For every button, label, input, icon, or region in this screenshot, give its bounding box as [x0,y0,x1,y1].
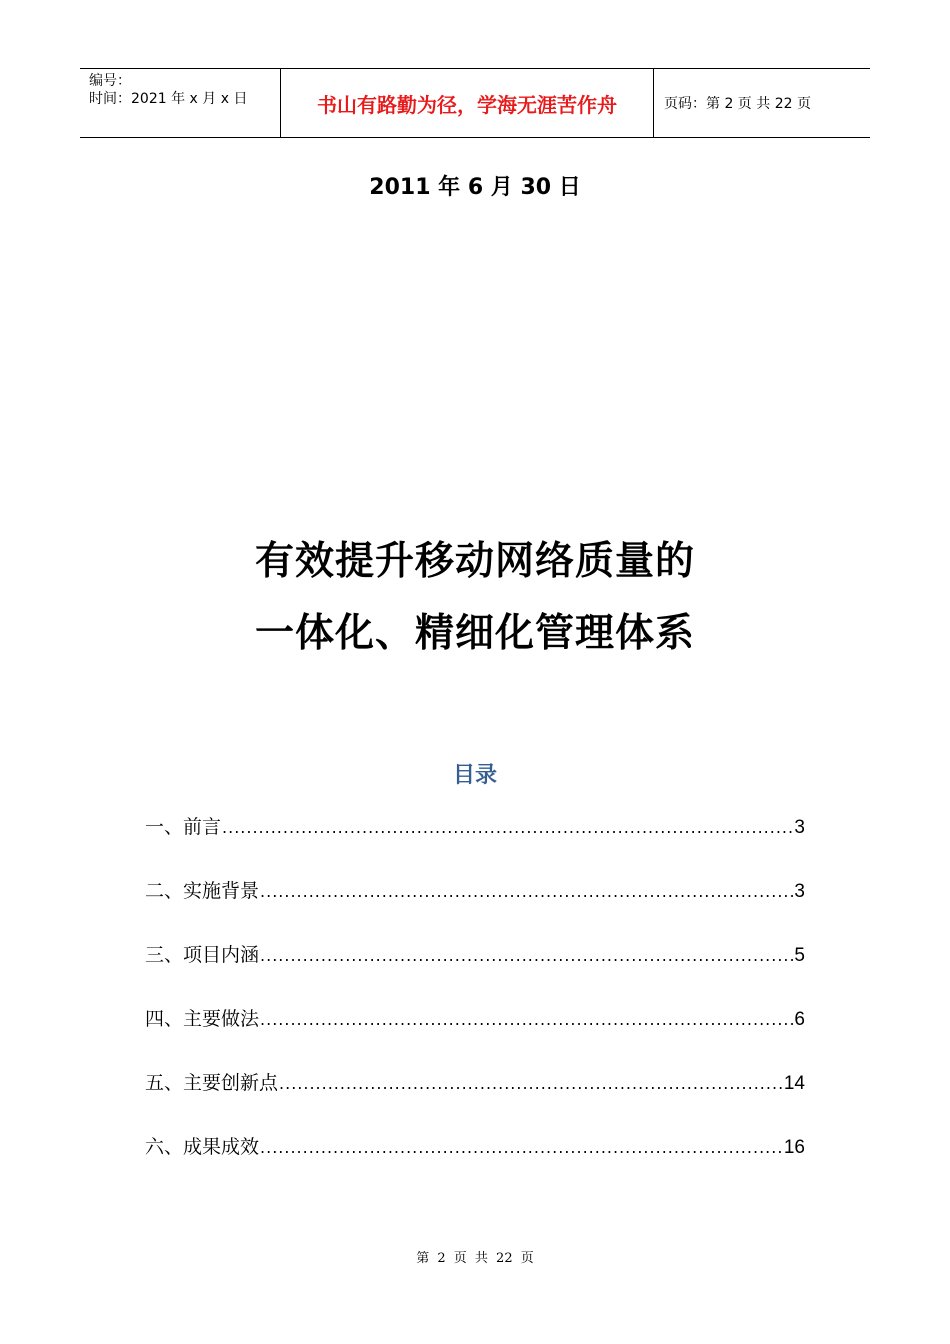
toc-item-label: 三、项目内涵 [145,944,260,966]
toc-heading: 目录 [452,763,497,788]
toc-item-page: 16 [783,1137,805,1158]
toc-item-label: 一、前言 [145,816,222,838]
toc-item-label: 五、主要创新点 [145,1072,279,1094]
document-time-label: 时间：2021 年 x 月 x 日 [89,91,248,107]
header-meta [80,69,281,137]
toc-leader-dots [260,882,793,901]
toc-leader-dots [260,1010,793,1029]
toc-item-label: 二、实施背景 [145,880,260,902]
toc-item[interactable] [145,1004,805,1068]
toc-leader-dots [279,1074,783,1093]
header-page-info: 页码：第 2 页 共 22 页 [664,96,811,112]
document-title-line-1: 有效提升移动网络质量的 [254,539,695,584]
toc-item[interactable] [145,1068,805,1132]
toc-item-page: 14 [783,1073,805,1094]
toc-item[interactable] [145,812,805,876]
toc-item-page: 6 [794,1009,805,1030]
document-number-label: 编号： [89,73,131,89]
page-footer: 第 2 页 共 22 页 [416,1251,534,1266]
toc-leader-dots [260,946,793,965]
document-title-line-2: 一体化、精细化管理体系 [254,611,695,656]
table-of-contents [145,812,805,1196]
document-date: 2011 年 6 月 30 日 [369,175,581,200]
page-header [80,68,870,138]
toc-leader-dots [260,1138,783,1157]
header-motto: 书山有路勤为径，学海无涯苦作舟 [281,69,654,137]
toc-item[interactable] [145,1132,805,1196]
toc-item[interactable] [145,876,805,940]
toc-item-page: 5 [794,945,805,966]
toc-item[interactable] [145,940,805,1004]
toc-item-label: 四、主要做法 [145,1008,260,1030]
toc-item-label: 六、成果成效 [145,1136,260,1158]
toc-item-page: 3 [794,881,805,902]
toc-item-page: 3 [794,817,805,838]
toc-leader-dots [222,818,793,837]
